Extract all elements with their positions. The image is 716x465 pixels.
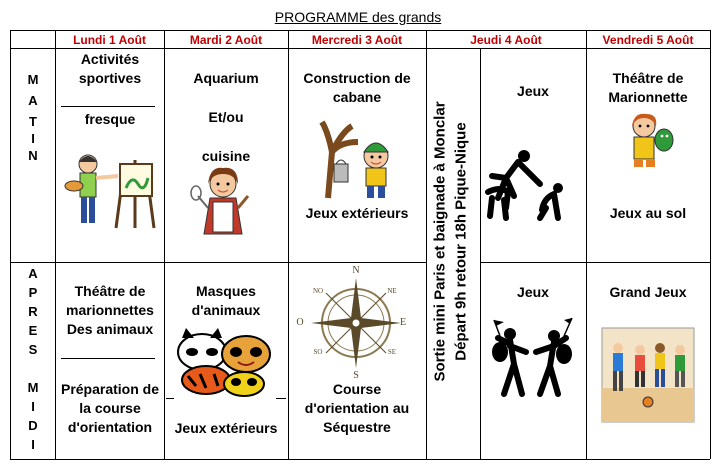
mercredi-apres-course: Course d'orientation au Séquestre <box>304 381 410 435</box>
leapfrog-illustration <box>484 148 578 224</box>
vendredi-matin-theatre: Théâtre de Marionnette <box>608 70 688 105</box>
mardi-matin-cuisine: cuisine <box>201 148 251 164</box>
mardi-apres-masques: Masques d'animaux <box>191 283 261 318</box>
mardi-matin-etou: Et/ou <box>208 109 244 125</box>
mardi-apres-jeux: Jeux extérieurs <box>174 420 278 436</box>
mercredi-matin-cabane: Construction de cabane <box>303 70 411 105</box>
day-header-lundi: Lundi 1 Août <box>73 33 146 47</box>
day-header-vendredi: Vendredi 5 Août <box>602 33 694 47</box>
outing-line-2: Départ 9h retour 18h Pique-Nique <box>452 122 470 361</box>
page-title: PROGRAMME des grands <box>274 9 442 25</box>
puppet-girl-illustration <box>620 112 676 168</box>
day-header-jeudi: Jeudi 4 Août <box>470 33 542 47</box>
jeudi-apres-jeux: Jeux <box>517 284 549 300</box>
compass-se: SE <box>387 348 397 356</box>
cook-girl-illustration <box>188 166 258 236</box>
lundi-matin-activites: Activités sportives <box>78 51 142 86</box>
masks-illustration <box>176 330 274 398</box>
compass-no: NO <box>312 287 324 295</box>
jeudi-matin-jeux: Jeux <box>517 83 549 99</box>
compass-e: E <box>399 317 407 328</box>
mercredi-matin-jeux: Jeux extérieurs <box>305 205 409 221</box>
lundi-apres-theatre: Théâtre de marionnettes Des animaux <box>66 283 154 337</box>
grand-jeux-illustration <box>602 328 694 422</box>
compass-s: S <box>353 370 359 381</box>
tree-kid-illustration <box>318 112 398 200</box>
mardi-matin-aquarium: Aquarium <box>193 70 259 86</box>
outing-line-1: Sortie mini Paris et baignade à Monclar <box>431 101 449 382</box>
hikers-illustration <box>486 316 578 398</box>
lundi-apres-preparation: Préparation de la course d'orientation <box>60 381 160 435</box>
compass-n: N <box>352 265 360 276</box>
compass-so: SO <box>313 348 323 356</box>
lundi-matin-fresque: fresque <box>84 111 136 127</box>
vendredi-apres-grand-jeux: Grand Jeux <box>609 284 687 300</box>
day-header-mercredi: Mercredi 3 Août <box>311 33 403 47</box>
compass-o: O <box>296 317 304 328</box>
vendredi-matin-jeux-sol: Jeux au sol <box>609 205 687 221</box>
compass-ne: NE <box>387 287 397 295</box>
painter-illustration <box>66 150 158 230</box>
day-header-mardi: Mardi 2 Août <box>189 33 263 47</box>
